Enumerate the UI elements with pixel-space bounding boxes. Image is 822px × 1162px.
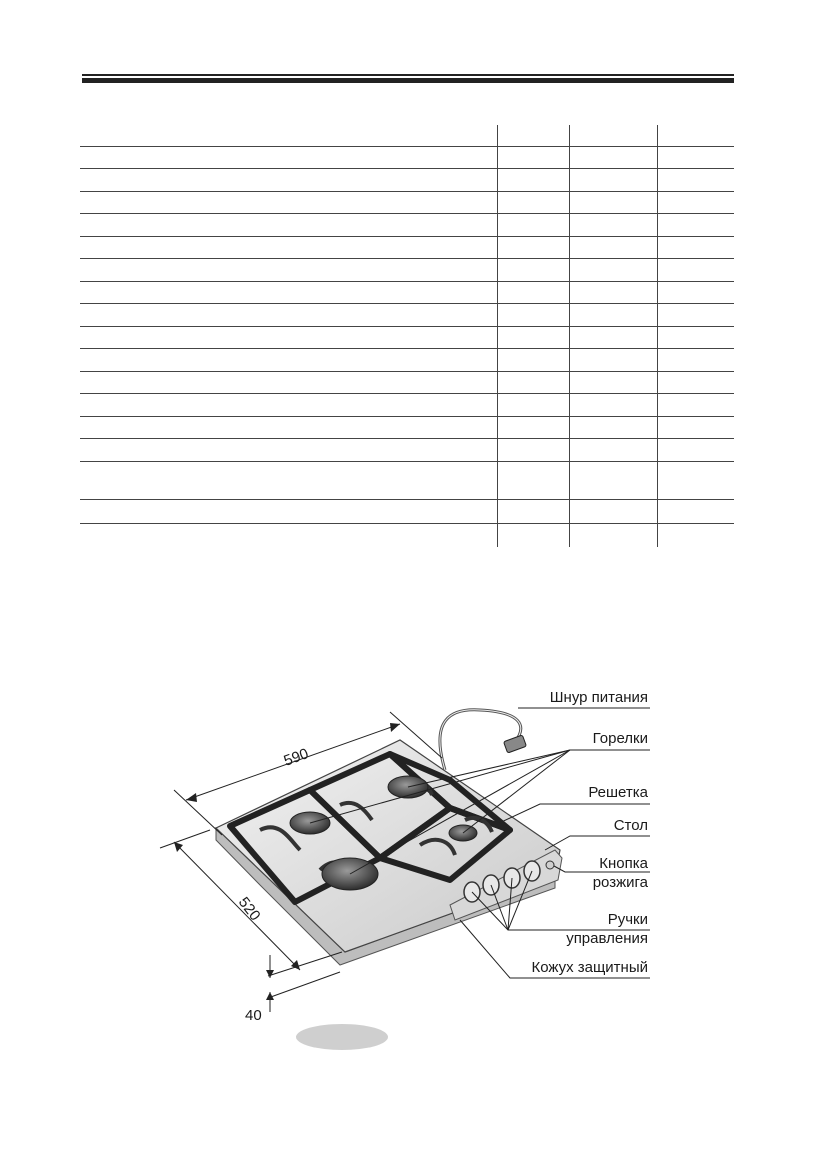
page-number-oval <box>296 1024 388 1050</box>
rule-thin <box>82 74 734 76</box>
table-row-line <box>80 461 734 462</box>
label-burners: Горелки <box>592 730 648 747</box>
table-row-line <box>80 348 734 349</box>
ignition-button <box>546 861 554 869</box>
hob-illustration <box>150 680 670 1060</box>
label-grate: Решетка <box>588 784 648 801</box>
table-row-line <box>80 146 734 147</box>
hob-diagram <box>150 680 670 1060</box>
top-double-rule <box>82 74 734 83</box>
rule-thick <box>82 78 734 83</box>
table-row-line <box>80 281 734 282</box>
table-row-line <box>80 438 734 439</box>
table-col-line <box>497 125 498 547</box>
table-row-line <box>80 168 734 169</box>
dimension-width: 590 <box>281 745 311 770</box>
table-col-line <box>657 125 658 547</box>
dimension-height: 40 <box>245 1007 262 1024</box>
power-plug <box>504 735 527 753</box>
label-cover: Кожух защитный <box>531 959 648 976</box>
table-row-line <box>80 523 734 524</box>
table-row-line <box>80 416 734 417</box>
table-row-line <box>80 213 734 214</box>
table-row-line <box>80 326 734 327</box>
label-table: Стол <box>613 817 648 834</box>
label-knobs-line2: управления <box>566 930 648 947</box>
table-row-line <box>80 258 734 259</box>
table-row-line <box>80 303 734 304</box>
label-ignition-line2: розжига <box>592 874 648 891</box>
table-row-line <box>80 236 734 237</box>
table-row-line <box>80 393 734 394</box>
table-row-line <box>80 371 734 372</box>
label-ignition-line1: Кнопка <box>599 855 648 872</box>
table-row-line <box>80 499 734 500</box>
specifications-table <box>80 125 734 547</box>
dimension-depth: 520 <box>234 893 264 925</box>
label-knobs-line1: Ручки <box>607 911 648 928</box>
table-col-line <box>569 125 570 547</box>
label-power-cord: Шнур питания <box>549 689 648 706</box>
table-row-line <box>80 191 734 192</box>
